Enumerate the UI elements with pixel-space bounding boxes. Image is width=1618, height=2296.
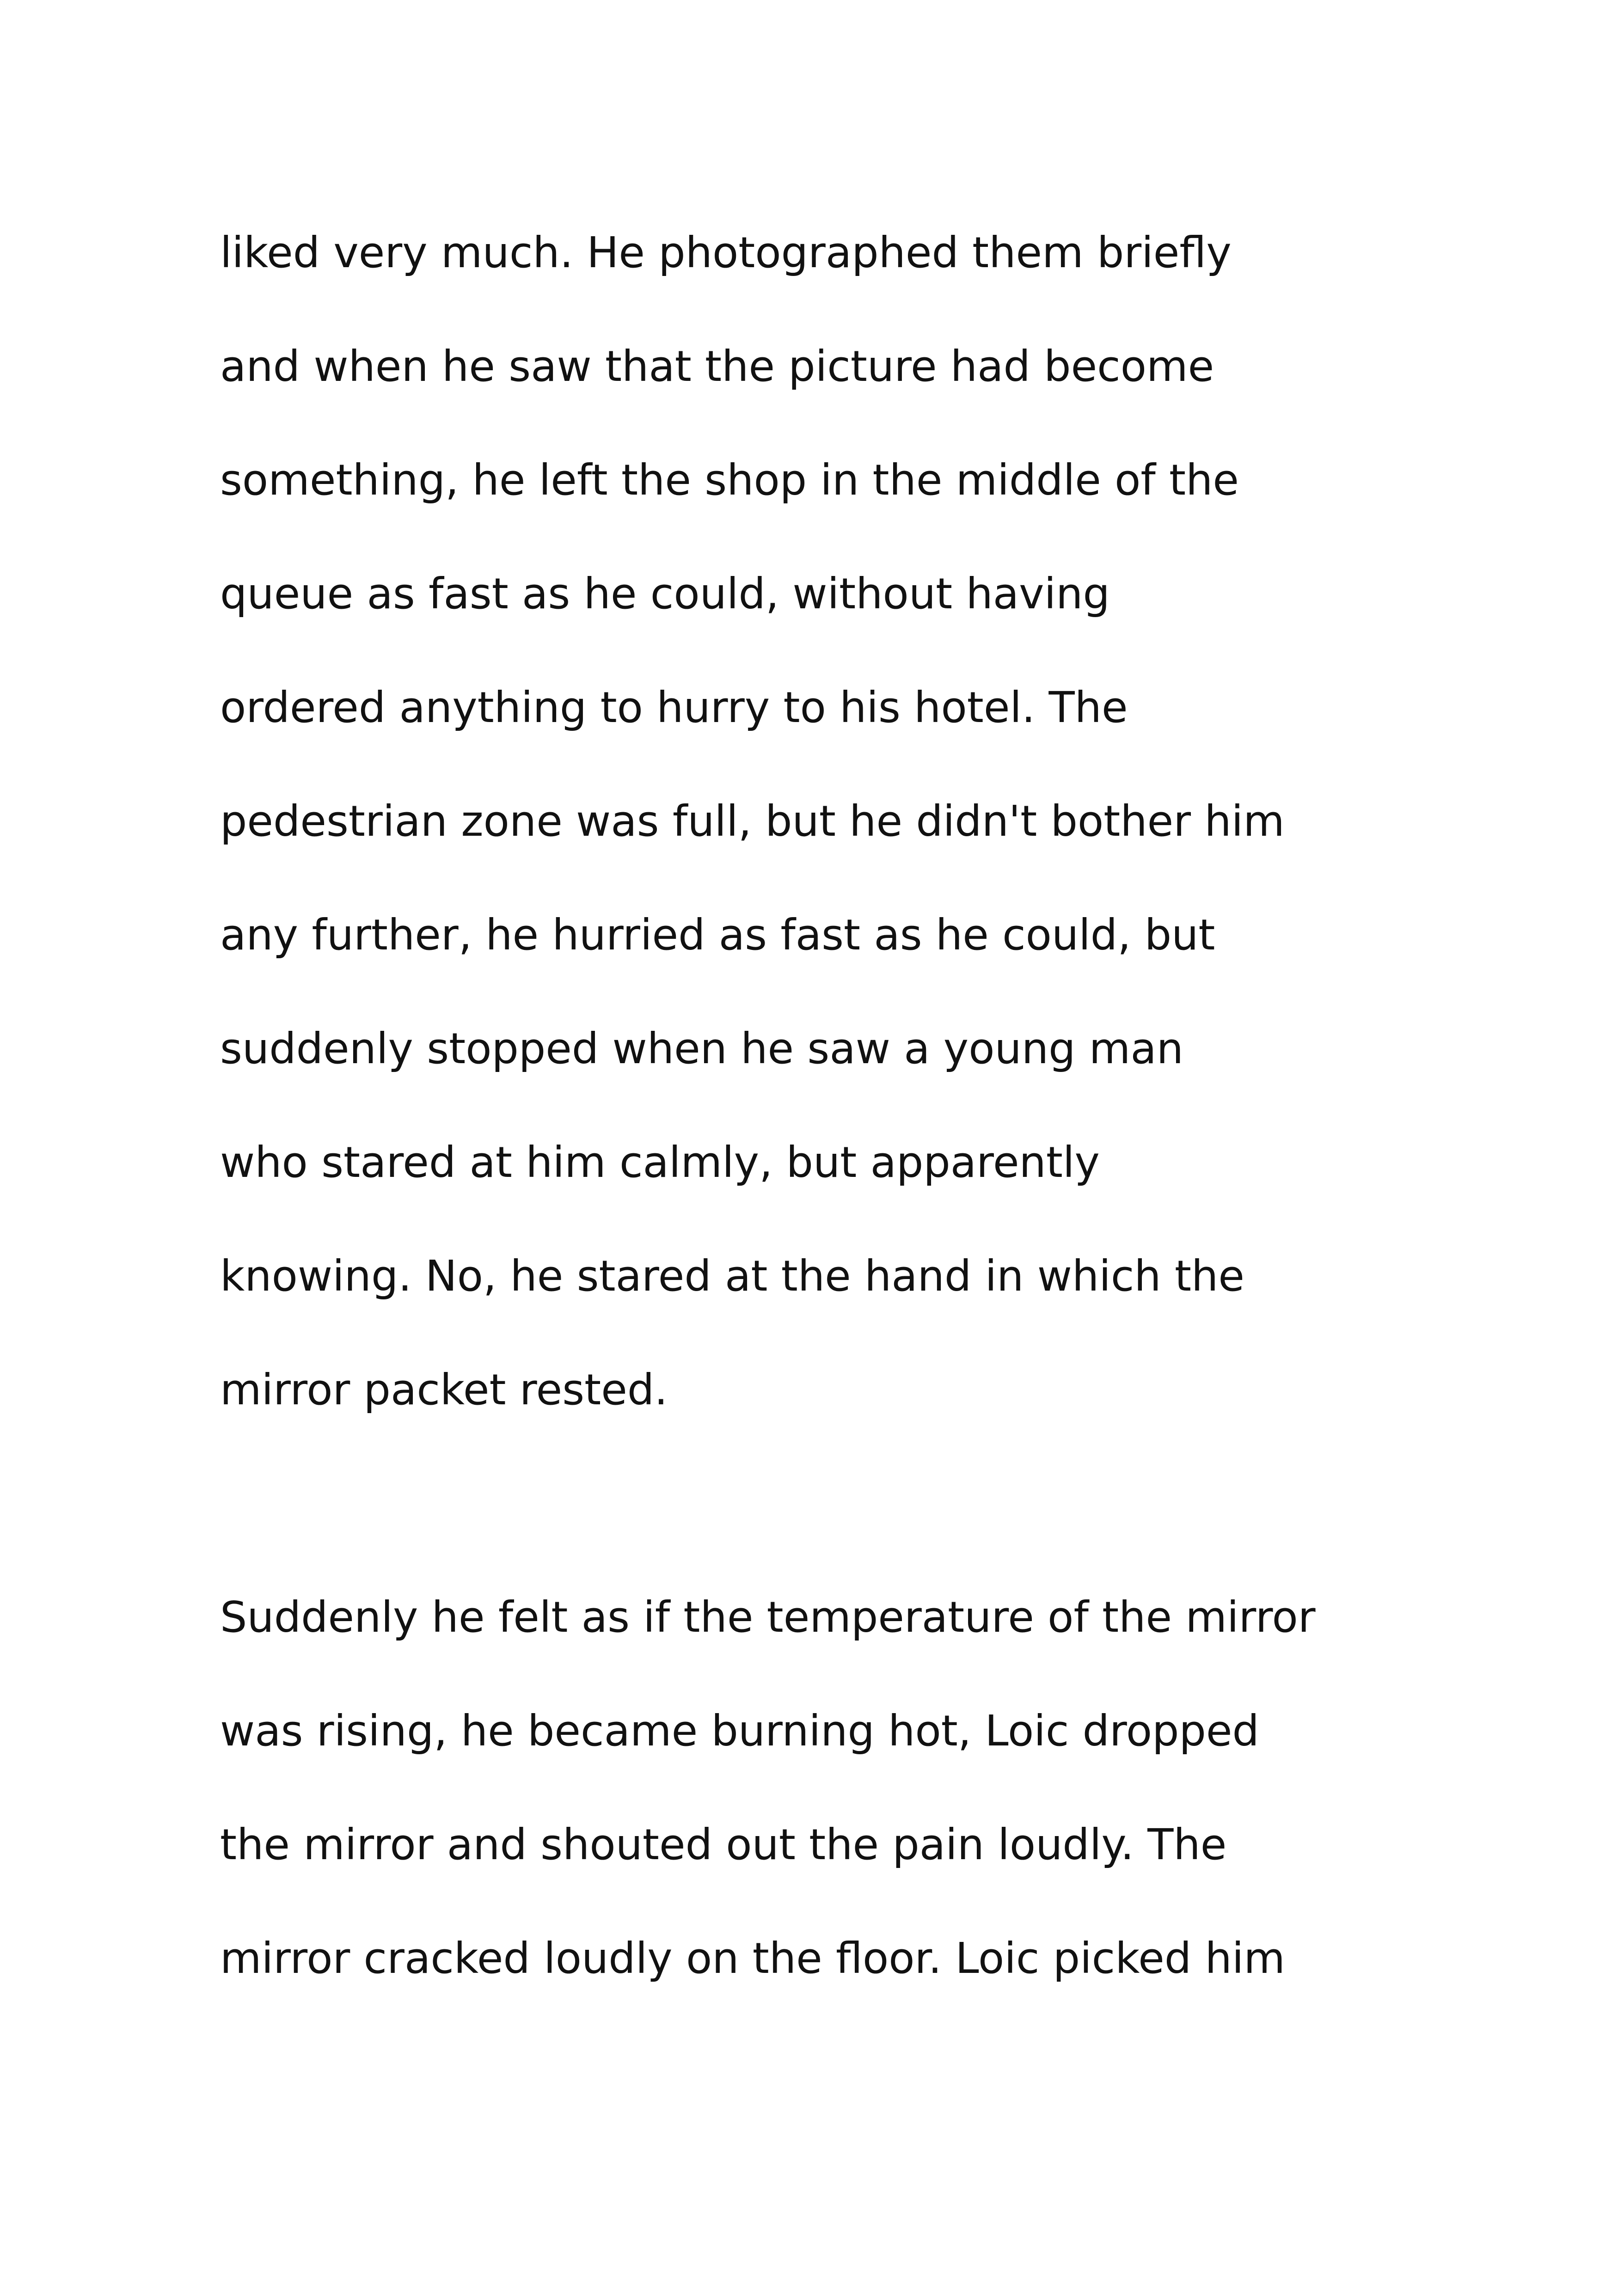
text-line: Suddenly he felt as if the temperature of the mirror (220, 1592, 1316, 1642)
text-line: pedestrian zone was full, but he didn't bother him (220, 796, 1285, 846)
text-line: queue as fast as he could, without having (220, 569, 1110, 618)
text-line: something, he left the shop in the middle of the (220, 455, 1239, 505)
text-line: was rising, he became burning hot, Loic dropped (220, 1706, 1259, 1756)
text-line: ordered anything to hurry to his hotel. The (220, 683, 1128, 732)
text-line: who stared at him calmly, but apparently (220, 1138, 1100, 1187)
text-line: any further, he hurried as fast as he could, but (220, 910, 1215, 960)
text-line: mirror cracked loudly on the floor. Loic picked him (220, 1934, 1285, 1983)
text-line: liked very much. He photographed them briefly (220, 228, 1232, 277)
text-line: the mirror and shouted out the pain loudly. The (220, 1820, 1227, 1869)
text-line: mirror packet rested. (220, 1365, 668, 1414)
text-line: and when he saw that the picture had become (220, 342, 1214, 391)
text-line: suddenly stopped when he saw a young man (220, 1024, 1184, 1073)
text-line: knowing. No, he stared at the hand in which the (220, 1251, 1244, 1301)
